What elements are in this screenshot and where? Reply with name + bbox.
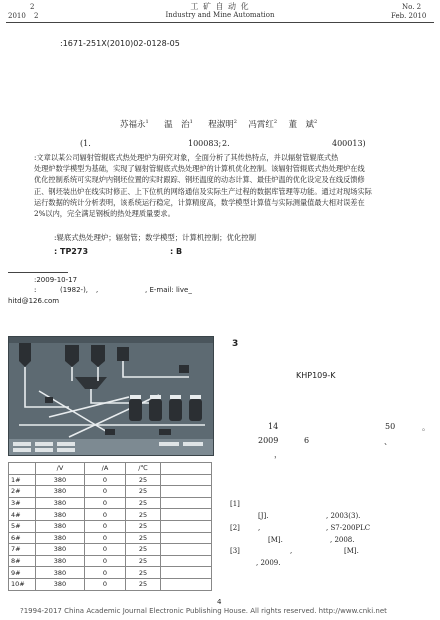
affiliation-zip-1: 100083; xyxy=(188,139,222,148)
reference-text: , xyxy=(290,547,293,555)
instrument-model: KHP109-K xyxy=(296,371,336,380)
table-row: 9# 380 0 25 xyxy=(9,567,212,579)
table-row: 8# 380 0 25 xyxy=(9,555,212,567)
process-diagram xyxy=(9,337,213,455)
process-diagram-figure xyxy=(8,336,214,456)
reference-number: [2] xyxy=(230,524,240,532)
abstract-line: 运行数据的统计分析表明，该系统运行稳定，计算精度高，数学模型计算值与实际测量值最大相对误差在 xyxy=(34,197,365,207)
table-row: 2# 380 0 25 xyxy=(9,486,212,498)
affiliation-second: 2. xyxy=(222,139,230,148)
clc-number: : TP273 xyxy=(54,247,89,256)
value-50: 50 xyxy=(385,422,396,431)
reference-text: , 2003(3). xyxy=(326,512,361,520)
bio-colon: : xyxy=(34,286,37,294)
table-row: 7# 380 0 25 xyxy=(9,544,212,556)
bio-birth-year: (1982-), xyxy=(60,286,89,294)
abstract-line: 优化控制系统可实现炉内钢坯位置的实时跟踪、钢坯温度的动态计算、最佳炉温的优化设定及在线反馈修 xyxy=(34,175,365,185)
table-header-cell: /A xyxy=(85,463,126,475)
table-header-row xyxy=(9,463,212,475)
reference-number: [3] xyxy=(230,547,240,555)
journal-title-cn: 工 矿 自 动 化 xyxy=(190,2,250,11)
reference-text: [J]. xyxy=(258,512,269,520)
table-row: 4# 380 0 25 xyxy=(9,509,212,521)
table-row: 10# 380 0 25 xyxy=(9,578,212,590)
page-number: 4 xyxy=(217,598,222,606)
punct-comma-2: ， xyxy=(274,450,282,459)
author-name: 程淑明 xyxy=(208,120,234,130)
abstract-line: 2%以内，完全满足钢板的热处理质量要求。 xyxy=(34,209,175,219)
bio-email-label: , E-mail: live_ xyxy=(145,286,192,294)
affiliation-zip-2: 400013) xyxy=(332,139,366,148)
punct-comma: 、 xyxy=(384,437,392,446)
date-month: 6 xyxy=(304,436,310,445)
reference-text: , S7-200PLC xyxy=(326,524,371,532)
received-date: :2009-10-17 xyxy=(34,276,78,284)
abstract xyxy=(34,152,414,219)
author-name: 苏福永 xyxy=(120,120,146,130)
header-year: 2010 xyxy=(8,12,26,20)
table-row: 3# 380 0 25 xyxy=(9,497,212,509)
reference-text: , xyxy=(258,524,261,532)
table-row: 5# 380 0 25 xyxy=(9,520,212,532)
header-volume: 2 xyxy=(30,3,35,11)
bio-email: hitd@126.com xyxy=(8,297,60,305)
document-code: : B xyxy=(170,247,183,256)
author-name: 董 斌 xyxy=(288,120,314,130)
article-number: :1671-251X(2010)02-0128-05 xyxy=(60,39,180,48)
bio-comma: , xyxy=(96,286,99,294)
header-issue: 2 xyxy=(34,12,39,20)
reference-text: [M]. xyxy=(344,547,359,555)
section-number: 3 xyxy=(232,339,239,349)
reference-text: , 2008. xyxy=(330,536,355,544)
author-list: 苏福永$^1$ 温 治$^1$ 程淑明$^2$ 冯霄红$^2$ 董 斌$^2$ xyxy=(120,119,318,130)
table-row: 1# 380 0 25 xyxy=(9,474,212,486)
header-rule xyxy=(6,22,434,23)
date-year: 2009 xyxy=(258,436,279,445)
header-number: No. 2 xyxy=(402,3,422,11)
author-name: 温 治 xyxy=(164,120,190,130)
reference-number: [1] xyxy=(230,500,240,508)
header-date: Feb. 2010 xyxy=(391,12,427,20)
reference-text: , 2009. xyxy=(256,559,281,567)
abstract-line: 处理炉数学模型为基础，实现了辐射管辊底式热处理炉的计算机优化控制。该辐射管辊底式热处理炉在线 xyxy=(34,164,365,174)
data-table xyxy=(8,462,212,591)
reference-text: [M]. xyxy=(268,536,283,544)
author-name: 冯霄红 xyxy=(248,120,274,130)
table-header-cell: /℃ xyxy=(126,463,161,475)
journal-title-en: Industry and Mine Automation xyxy=(165,11,275,19)
abstract-line: 正、钢坯装出炉在线实时修正、上下位机的网络通信及实际生产过程的数据库管理等功能。通过对现场实际 xyxy=(34,186,372,196)
copyright-footer: ?1994-2017 China Academic Journal Electronic Publishing House. All rights reserved. http://www.cnki.net xyxy=(20,607,387,615)
keywords: :辊底式热处理炉；辐射管；数学模型；计算机控制；优化控制 xyxy=(54,233,257,242)
sentence-stop: 。 xyxy=(422,423,430,432)
table-header-cell: /V xyxy=(36,463,85,475)
affiliation-open: (1. xyxy=(80,139,91,148)
table-header-cell xyxy=(9,463,36,475)
value-14: 14 xyxy=(268,422,279,431)
table-row: 6# 380 0 25 xyxy=(9,532,212,544)
table-header-cell xyxy=(161,463,212,475)
abstract-line: :文章以某公司辐射管辊底式热处理炉为研究对象，全面分析了其传热特点，并以辐射管辊底式热 xyxy=(34,153,339,162)
footnote-rule xyxy=(8,272,68,273)
